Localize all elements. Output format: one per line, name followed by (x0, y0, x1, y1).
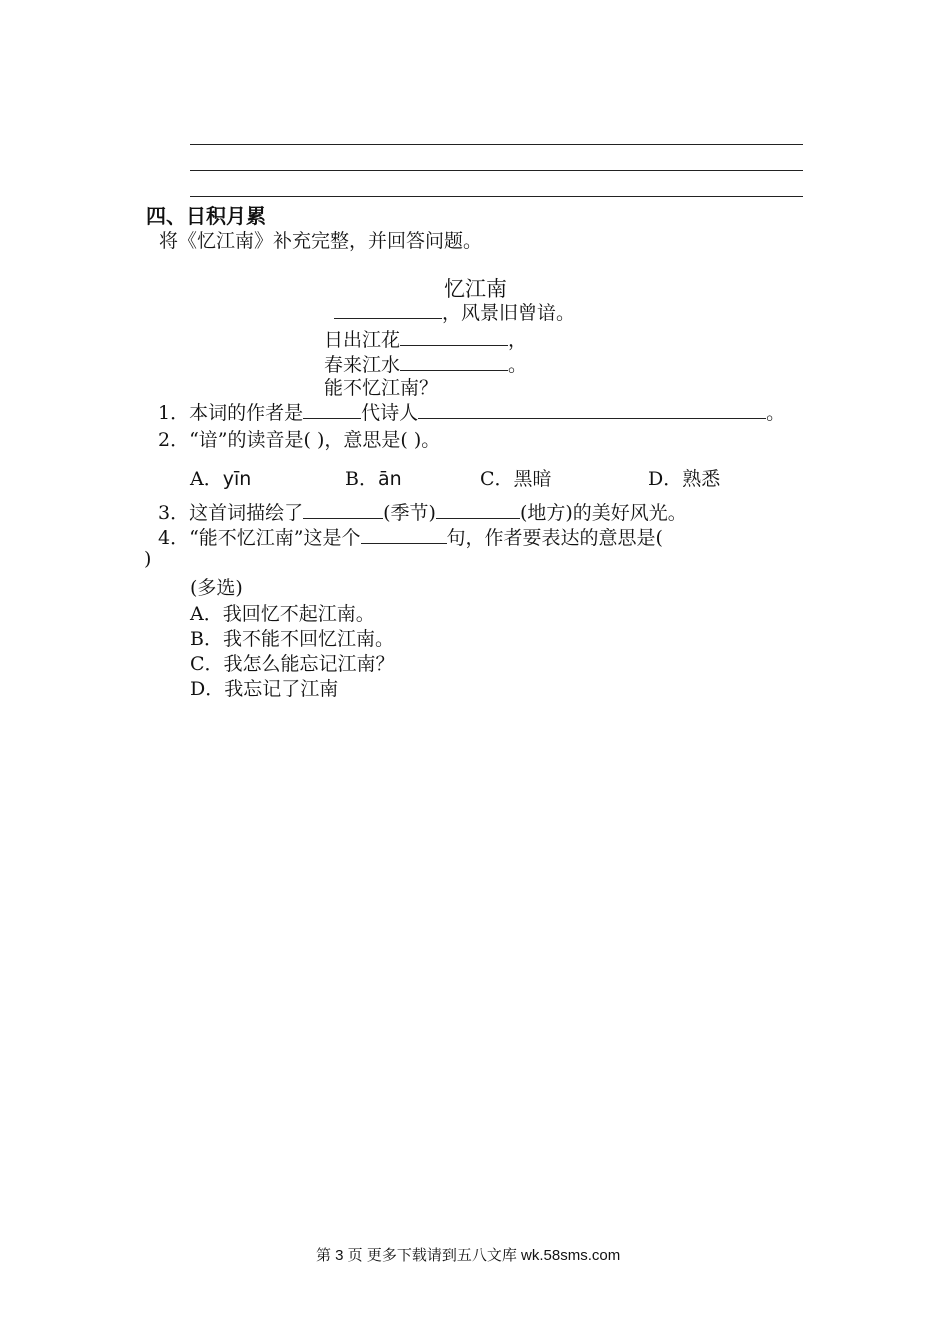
question-1-number: 1． (158, 402, 190, 424)
question-3-text-b: (季节) (383, 502, 436, 524)
answer-line-3 (190, 196, 803, 197)
question-1 (158, 398, 785, 425)
section-title: 四、日积月累 (146, 204, 266, 228)
question-4-text-a: “能不忆江南”这是个 (189, 527, 361, 549)
poem-line-1-text: ，风景旧曾谙。 (442, 302, 576, 324)
poem-blank-3[interactable] (400, 352, 508, 371)
question-3-blank-place[interactable] (436, 500, 520, 519)
page-footer: 第 3 页 更多下载请到五八文库 wk.58sms.com (316, 1247, 621, 1264)
q2-option-b[interactable] (345, 464, 402, 491)
question-2 (158, 425, 440, 452)
q2-option-a-text: yīn (222, 468, 252, 490)
q2-option-c[interactable] (480, 464, 552, 491)
q2-option-c-text: 黑暗 (513, 468, 552, 490)
question-3-text-a: 这首词描绘了 (189, 502, 304, 524)
question-3-number: 3． (158, 502, 190, 524)
poem-line-2-start: 日出江花 (324, 329, 401, 351)
q4-option-d[interactable]: D．我忘记了江南 (190, 678, 339, 700)
poem-blank-2[interactable] (400, 327, 508, 346)
poem-title: 忆江南 (444, 277, 507, 301)
question-1-blank-era[interactable] (303, 400, 361, 419)
section-instruction: 将《忆江南》补充完整，并回答问题。 (159, 230, 483, 252)
poem-line-3-end: 。 (508, 354, 528, 376)
question-4-paren-close: ) (144, 548, 152, 570)
question-2-text: “谙”的读音是( )，意思是( )。 (189, 429, 441, 451)
q2-option-c-label: C． (480, 468, 514, 490)
question-4-number: 4． (158, 527, 190, 549)
question-4 (158, 523, 663, 550)
q2-option-b-text: ān (377, 468, 402, 490)
question-3 (158, 498, 687, 525)
question-1-end: 。 (766, 402, 786, 424)
question-2-number: 2． (158, 429, 190, 451)
question-1-text-a: 本词的作者是 (189, 402, 304, 424)
poem-line-1 (334, 298, 575, 325)
question-1-text-b: 代诗人 (361, 402, 419, 424)
answer-line-2 (190, 170, 803, 171)
question-4-note: (多选) (190, 577, 243, 599)
question-4-text-b: 句，作者要表达的意思是( (446, 527, 663, 549)
question-4-blank-type[interactable] (361, 525, 447, 544)
q2-option-d-label: D． (648, 468, 683, 490)
answer-line-1 (190, 144, 803, 145)
question-3-text-c: (地方)的美好风光。 (519, 502, 687, 524)
poem-blank-1[interactable] (334, 300, 442, 319)
q4-option-a[interactable]: A．我回忆不起江南。 (190, 603, 375, 625)
poem-line-2 (324, 325, 527, 352)
q4-option-b[interactable]: B．我不能不回忆江南。 (190, 628, 394, 650)
q2-option-d[interactable] (648, 464, 720, 491)
poem-line-3-start: 春来江水 (324, 354, 401, 376)
q2-option-d-text: 熟悉 (682, 468, 721, 490)
poem-line-2-end: ， (508, 329, 528, 351)
q2-option-b-label: B． (345, 468, 378, 490)
q2-option-a-label: A． (190, 468, 223, 490)
question-1-blank-poet[interactable] (418, 400, 766, 419)
question-3-blank-season[interactable] (303, 500, 383, 519)
q2-option-a[interactable] (190, 464, 251, 491)
q4-option-c[interactable]: C．我怎么能忘记江南？ (190, 653, 395, 675)
poem-line-4: 能不忆江南？ (324, 377, 439, 399)
